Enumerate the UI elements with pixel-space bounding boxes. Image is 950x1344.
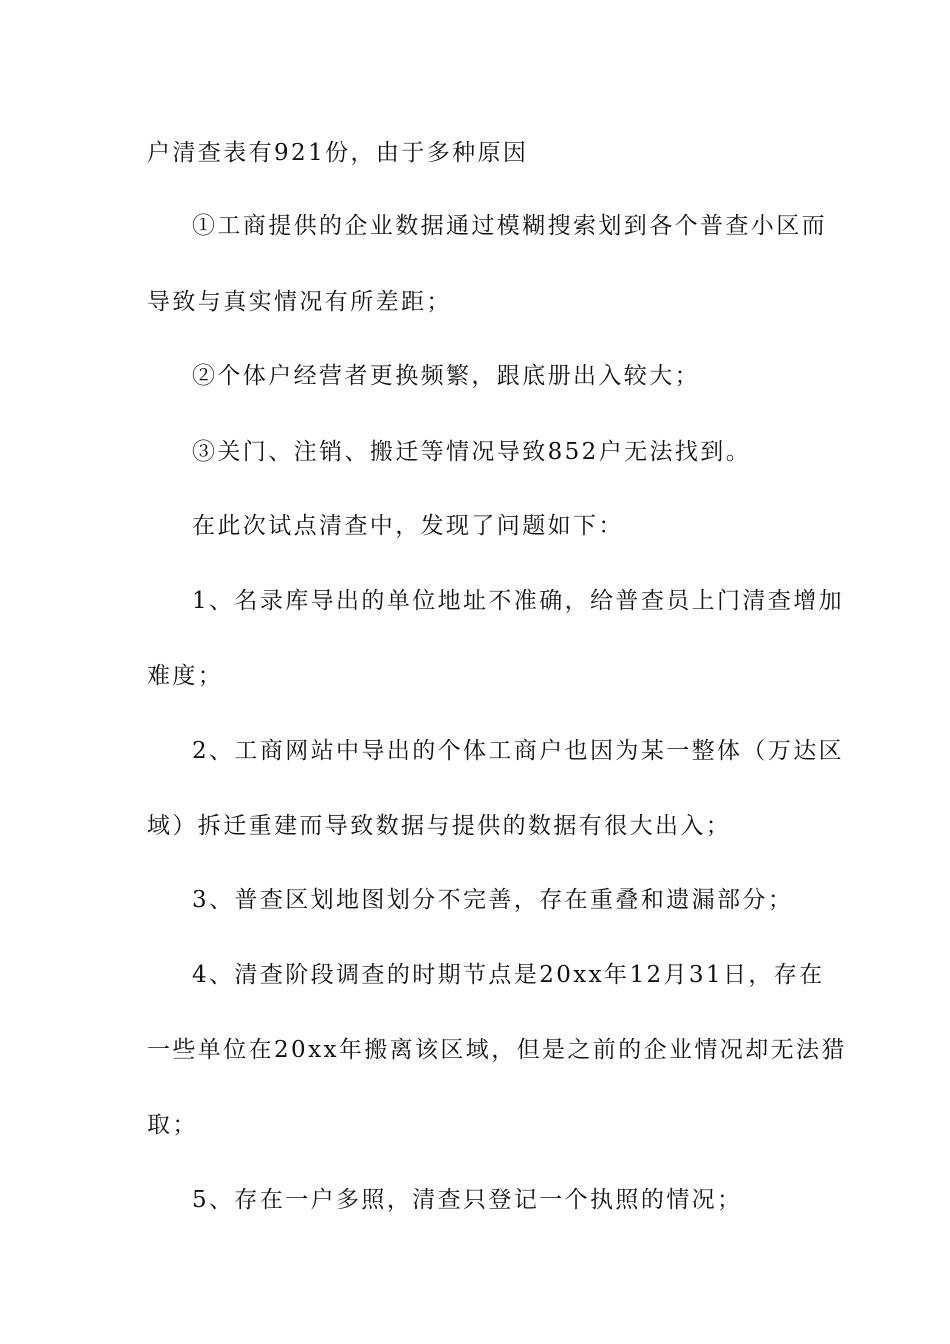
- text-line-3: 导致与真实情况有所差距；: [147, 289, 452, 315]
- text-line-8: 难度；: [147, 663, 224, 689]
- text-line-2: ①工商提供的企业数据通过模糊搜索划到各个普查小区而: [192, 213, 827, 239]
- text-line-15: 5、存在一户多照，清查只登记一个执照的情况；: [192, 1187, 743, 1213]
- text-line-5: ③关门、注销、搬迁等情况导致852户无法找到。: [192, 439, 752, 465]
- text-line-10: 域）拆迁重建而导致数据与提供的数据有很大出入；: [147, 813, 732, 839]
- text-line-7: 1、名录库导出的单位地址不准确，给普查员上门清查增加: [192, 588, 845, 614]
- text-line-13: 一些单位在20xx年搬离该区域，但是之前的企业情况却无法猎: [147, 1037, 847, 1063]
- text-line-1: 户清查表有921份，由于多种原因: [147, 140, 529, 166]
- text-line-11: 3、普查区划地图划分不完善，存在重叠和遗漏部分；: [192, 887, 794, 913]
- text-line-9: 2、工商网站中导出的个体工商户也因为某一整体（万达区: [192, 738, 845, 764]
- text-line-14: 取；: [147, 1112, 198, 1138]
- text-line-6: 在此次试点清查中，发现了问题如下：: [192, 513, 624, 539]
- text-line-4: ②个体户经营者更换频繁，跟底册出入较大；: [192, 363, 700, 389]
- text-line-12: 4、清查阶段调查的时期节点是20xx年12月31日，存在: [192, 962, 825, 988]
